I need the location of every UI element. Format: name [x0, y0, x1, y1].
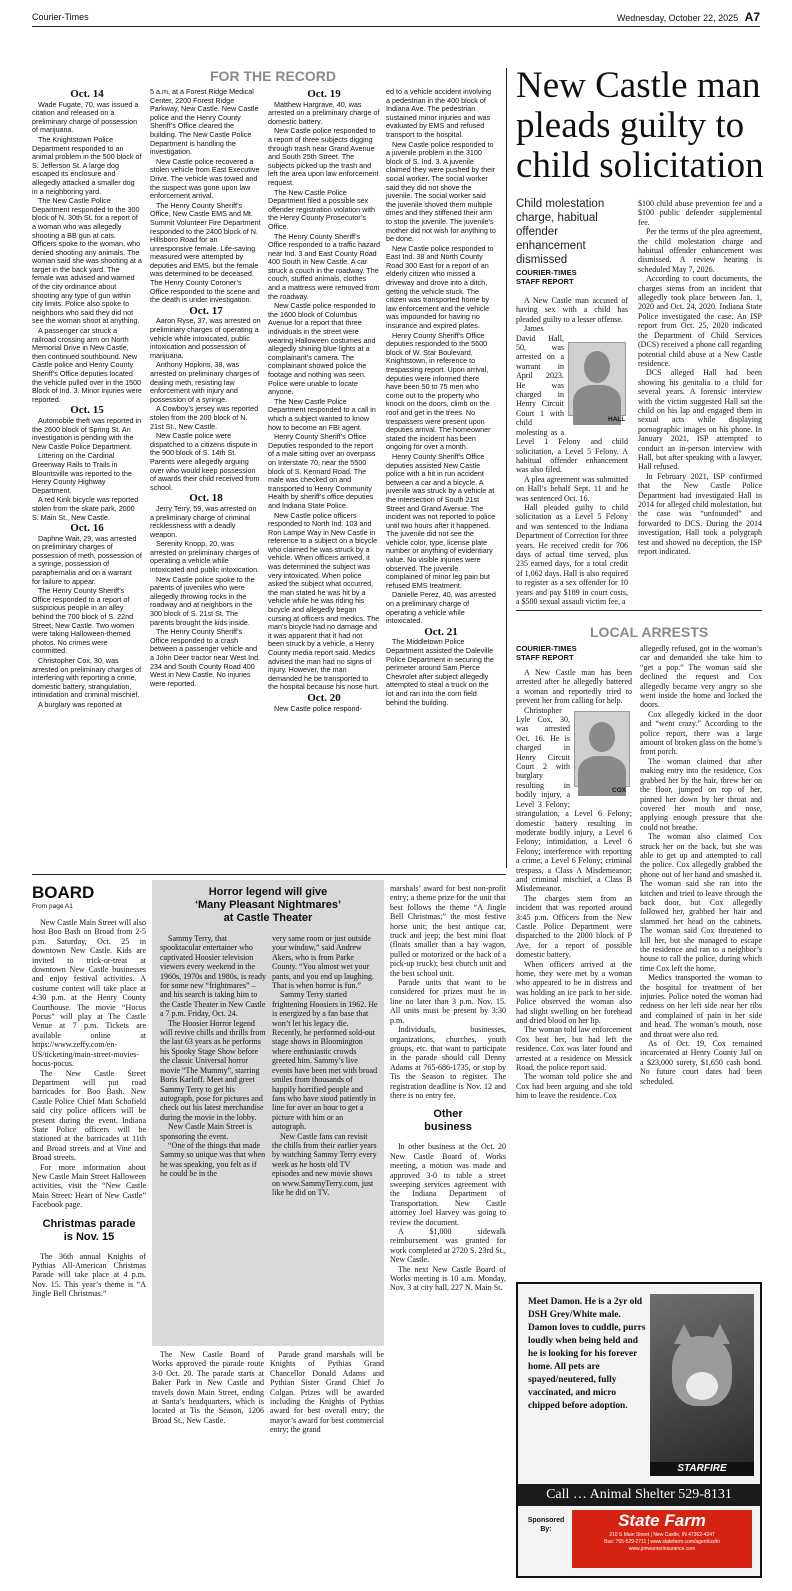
plea-byline-paper: COURIER-TIMES [516, 268, 577, 277]
record-entry: The Knightstown Police Department responded to an animal problem in the 500 block of S. Jefferson St. A large dog escaped its enclosure and allegedly attacked a smaller dog in a neighboring yard. [32, 134, 142, 196]
board-paragraph: New Castle Main Street will also host Boo Bash on Broad from 2-5 p.m. Saturday, Oct. 25 in downtown New Castle. Kids are invited to trick-or-treat at downtown New Castle businesses and enjoy festival activities. A costume contest will take place at 4:30 p.m. at the Henry County Courthouse. The movie “Hocus Pocus” will play at The Castle Venue at 7 p.m. Tickets are available online at https://www.zeffy.com/en-US/ticketing/main-street-movies-hocus-pocus. [32, 918, 146, 1069]
mugshot-head [584, 351, 610, 383]
mugshot-head [589, 722, 615, 752]
arrests-paragraph: allegedly refused, got in the woman’s car and demanded she take him to “get a pop.” The woman said she declined the request and Cox allegedly became very angry so she went inside the home and locked the doors. [640, 644, 762, 710]
record-right-divider [506, 68, 507, 868]
board-top-rule [32, 874, 506, 875]
record-entry: New Castle police responded to a juvenile problem in the 3100 block of S. Ind. 3. A juvenile claimed they were pushed by their social worker. The social worker said they did not shove the juvenile. The social worker said the juvenile shoved them multiple times and they stiffened their arm to stop the juvenile. The juvenile’s mother did not wish for anything to be done. [386, 139, 496, 244]
board-jump: From page A1 [32, 903, 73, 910]
record-entry: Henry County Sheriff’s Office deputies assisted New Castle police with a hit in run accident between a car and a bicycle. A juvenile was struck by a vehicle at the intersection of South 21st Street and Grand Avenue. The incident was not reported to police until two hours after it happened. The juvenile did not see the vehicle color, type, license plate number or anything of evidentiary value. No visible injuries were observed. The juvenile complained of minor leg pain but refused EMS treatment. [386, 451, 496, 590]
record-entry: A burglary was reported at [38, 699, 122, 709]
record-entry: New Castle police responded to a report of three subjects digging through trash near Grand Avenue and South 25th Street. The subjects picked up the trash and left the area upon law enforcement request. [268, 126, 379, 187]
plea-col-b [638, 199, 762, 607]
record-column-4 [386, 88, 496, 870]
board-paragraph: Parade grand marshals will be Knights of Pythias Grand Chancellor Donald Adams and Pythian Sister Grand Chief Jo Colgan. Prizes will be awarded including the Knights of Pythias award for best overall entry; the mayor’s award for best commercial entry; the grand [270, 1350, 384, 1435]
plea-paragraph: Per the terms of the plea agreement, the child molestation charge and habitual offender enhancement was dismissed. A review hearing is scheduled May 7, 2026. [638, 227, 762, 274]
cat-face [686, 1372, 718, 1400]
record-date-heading: Oct. 21 [424, 625, 458, 638]
plea-paragraph: A plea agreement was submitted on Hall’s behalf Sept. 11 and he was sentenced Oct. 16. [516, 474, 628, 503]
arrests-col-b [640, 644, 762, 1274]
plea-paragraph: In February 2021, ISP confirmed that the New Castle Police Department had investigated Hall in 2014 for alleged child molestation, but the case was “unfounded” and forwarded to DCS. During the 2014 investigation, Hall took a polygraph test and showed no deception, the ISP report indicated. [638, 471, 762, 557]
board-paragraph: marshals’ award for best non-profit entry; a theme prize for the unit that best follows the theme “A Jingle Bell Christmas;” the most festive horse unit; the best antique car, truck and jeep; the best mini float (floats smaller than a hay wagon, pulled or motorized or the back of a pick-up truck); best church unit and the best school unit. [390, 884, 506, 978]
plea-paragraph: $100 child abuse prevention fee and a $100 public defender supplemental fee. [638, 199, 762, 227]
shelter-call-bar: Call … Animal Shelter 529-8131 [518, 1484, 760, 1506]
plea-paragraph: According to court documents, the charges stems from an incident that allegedly took place between Jan. 1, 2020 and Oct. 24, 2020. Indiana State Police investigated the case. An ISP report from Oct. 25, 2020 indicated the Department of Child Services (DCS) received a phone call regarding potential child abuse at a New Castle residence. [638, 274, 762, 368]
record-entry: New Castle police responded to the 1600 block of Columbus Avenue for a report that three individuals in the street were wearing Halloween costumes and allegedly shining blue lights at a complainant’s camera. The complainant showed police the footage and nothing was seen. Police were unable to locate anyone. [268, 301, 376, 397]
horror-title-line2: ‘Many Pleasant Nightmares’ [194, 899, 342, 911]
horror-title [152, 886, 384, 925]
arrests-paragraph: The woman also claimed Cox struck her on the back, but she was able to get up and attempted to call the police. Cox allegedly grabbed the phone out of her hand and smashed it. The woman said she ran into the kitchen and tried to leave through the back door, but Cox allegedly followed her, grabbed her hair and slammed her head on the cabinets. The woman said Cox threatened to kill her, but she managed to escape the residence and ran to a neighbor’s house to call the police, during which time Cox left the home. [640, 832, 762, 973]
arrests-paragraph-text: Christopher Lyle Cox, 30, was arrested Oct. 16. He is charged in Henry Circuit Court 2 with burglary resulting in bodily injury, a Level 3 Felony; strangulation, a Level 6 Felony; domestic battery resulting in moderate bodily injury, a Level 6 Felony; intimidation, a Level 6 Felony; interference with reporting a crime, a Level 6 Felony; criminal trespass, a Class A Misdemeanor; and criminal mischief, a Class B Misdemeanor. [516, 705, 632, 894]
record-entry: Serenity Knopp, 20, was arrested on preliminary charges of operating a vehicle while intoxicated and public intoxication. [150, 539, 260, 575]
plea-headline: New Castle man pleads guilty to child solicitation [516, 65, 764, 186]
record-entry: The Henry County Sheriff’s Office responded to a traffic hazard near Ind. 3 and East County Road 400 South in New Castle. A car struck a couch in the roadway. The couch, stuffed animals, clothes and a mattress were removed from the roadway. [268, 231, 380, 301]
record-entry: Littering on the Cardinal Greenway Rails to Trails in Blountsville was reported to the Henry County Highway Department. [32, 451, 132, 495]
statefarm-contact: Bus: 765-529-2711 | www.statefarm.com/agent/us/in [604, 1539, 720, 1545]
record-entry: The Henry County Sheriff’s Office, New Castle EMS and Mt. Summit Volunteer Fire Department responded to the 2400 block of N. Hillsboro Road for an unresponsive female. Life-saving measured were attempted by deputies and EMS, but the female was determined to be deceased. The Henry County Coroner’s Office responded to the scene and the death is under investigation. [150, 200, 261, 305]
record-entry: Automobile theft was reported in the 2600 block of Spring St. An investigation is pending with the New Castle Police Department. [32, 415, 142, 451]
arrests-byline-staff: STAFF REPORT [516, 653, 574, 662]
record-column-3 [268, 88, 380, 870]
paper-name: Courier-Times [32, 12, 89, 22]
board-col-3 [270, 1350, 384, 1578]
board-paragraph: The next New Castle Board of Works meeting is 10 a.m. Monday, Nov. 3 at city hall, 227 N. Main St. [390, 1264, 506, 1293]
hall-mugshot [568, 342, 626, 416]
record-entry: Wade Fugate, 70, was issued a citation and released on a preliminary charge of possession of marijuana. [32, 99, 139, 135]
arrests-paragraph: The woman claimed that after making entry into the residence, Cox grabbed her by the hair, threw her on the floor, jumped on top of her, pinned her down by her throat and covered her mouth and nose, applying enough pressure that she could not breathe. [640, 756, 762, 832]
cat-ear-left [674, 1324, 694, 1344]
record-entry: Henry County Sheriff’s Office deputies responded to the 5600 block of W. Star Boulevard, Knightstown, in reference to trespassing report. Upon arrival, deputies were informed there have been 50 to 75 men who come out to the property who knock on the doors, climb on the roof and get in the trees. No trespassers were present upon deputies arrival. The homeowner stated the incident has been ongoing for over a month. [386, 330, 491, 452]
christmas-subhead: Christmas parade is Nov. 15 [42, 1217, 136, 1243]
record-entry: The New Castle Police Department responded to the 300 block of N. 30th St. for a report of a woman who was allegedly shooting a BB gun at cats. Officers spoke to the woman, who denied shooting any animals. The woman said she was shooting at a target in the back yard. The female was advised and warned of the city ordinance about shooting any type of gun within city limits. Police also spoke to neighbors who said they did not see the woman shoot at anything. [32, 196, 142, 326]
record-entry: Aaron Ryse, 37, was arrested on preliminary charges of operating a vehicle while intoxicated, public intoxication and possession of marijuana. [150, 316, 261, 360]
board-paragraph: Parade units that want to be considered for prizes must be in line no later than 3 p.m. Nov. 15. All units must be present by 3:30 p.m. [390, 978, 506, 1025]
horror-paragraph: New Castle Main Street is sponsoring the event. [160, 1122, 252, 1141]
statefarm-website: www.jonwarnerinsurance.com [628, 1546, 696, 1552]
record-entry: The New Castle Police Department responded to a call in which a subject wanted to know how to become an FBI agent. [268, 396, 376, 432]
arrests-paragraph: Cox allegedly kicked in the door and “went crazy.” According to the police report, there was a large amount of broken glass on the home’s front porch. [640, 709, 762, 757]
record-entry: New Castle police officers responded to North Ind. 103 and Ron Lampe Way in New Castle in reference to a subject on a bicycle who claimed he was struck by a vehicle. When officers arrived, it was determined the subject was very intoxicated. When police asked the subject what occurred, the man stated he was hit by a vehicle while he was riding his bicycle and allegedly began cursing at officers and medics. The man’s bicycle had no damage and it was apparent that it had not been struck by a vehicle, a Henry County media report said. Medics advised the man had no signs of injury. However, the man demanded he be transported to the hospital because his nose hurt. [268, 510, 380, 692]
plea-paragraph: Hall pleaded guilty to child solicitation as a Level 5 Felony and was sentenced to the Indiana Department of Correction for three years. He received credit for 706 days of actual time served, plus 235 earned days, for a total credit of 1,062 days. Hall is also required to register as a sex offender for 10 years and pay $189 in court costs, a $500 sexual assault victim fee, a [516, 502, 628, 606]
horror-col-2 [272, 934, 378, 1342]
horror-paragraph: “One of the things that made Sammy so unique was that when he was speaking, you felt as if he could be in the [160, 1140, 266, 1179]
record-column-2 [150, 88, 262, 870]
horror-title-line3: at Castle Theater [223, 912, 313, 924]
arrests-paragraph: The charges stem from an incident that was reported around 3:45 p.m. Officers from the New Castle Police Department were dispatched to the 2000 block of P Ave. for a report of possible domestic battery. [516, 893, 632, 960]
record-entry: New Castle police were dispatched to a citizens dispute in the 900 block of S. 14th St. Parents were allegedly arguing over who would keep possession of awards their child received from school. [150, 431, 260, 492]
horror-paragraph: Sammy Terry started frightening Hoosiers in 1962. He is energized by a fan base that won’t let his legacy die. Recently, he performed sold-out stage shows in Bloomington where enthusiastic crowds greeted him. Sammy’s live events have been met with broad smiles from thousands of happily horrified people and fans who have stood patiently in line for over an hour to get a picture with him or an autograph. [272, 990, 378, 1132]
board-col-1 [32, 918, 146, 1578]
board-paragraph: In other business at the Oct. 20 New Castle Board of Works meeting, a motion was made and approved 3-0 to table a street sweeping services agreement with the Indiana Department of Transportation. New Castle attorney Joel Harvey was going to review the document. [390, 1142, 506, 1227]
board-paragraph: The New Castle Street Department will put road barricades for Boo Bash. New Castle Police Chief Matt Schofield said city police officers will be present during the event. Indiana State Police officers will be stationed at the barricades at 11th and Broad streets and at Vine and Broad streets. [32, 1068, 146, 1163]
record-column-1 [32, 88, 142, 870]
record-entry: New Castle police responded to East Ind. 38 and North County Road 300 East for a report of an elderly citizen who missed a driveway and drove into a ditch, getting the vehicle stuck. The citizen was transported home by law enforcement and the vehicle was impounded for having no insurance and expired plates. [386, 243, 494, 331]
record-date-heading: Oct. 18 [189, 492, 223, 505]
statefarm-address: 210 S Main Street | New Castle, IN 47362-4247 [609, 1532, 715, 1538]
arrests-section-title: LOCAL ARRESTS [590, 624, 709, 640]
plea-paragraph: DCS alleged Hall had been showing his genitalia to a child for several years. A forensic interview with the victim suggested Hall sat the child on his lap and engaged them in sexual acts while displaying pornographic images on his phone. In January 2021, ISP attempted to conduct an in-person interview with Hall, but after speaking with a lawyer, Hall refused. [638, 368, 762, 472]
pet-ad [516, 1282, 762, 1578]
record-entry: Anthony Hopkins, 38, was arrested on preliminary charges of dealing meth, resisting law enforcement with injury and possession of a syringe. [150, 360, 260, 404]
horror-col-1 [160, 934, 266, 1342]
pet-photo [650, 1294, 754, 1462]
cox-mugshot [574, 711, 630, 787]
board-title: BOARD [32, 883, 95, 902]
record-date-heading: Oct. 20 [307, 691, 341, 704]
header-rule [32, 26, 760, 27]
starfire-banner: STARFIRE [650, 1462, 754, 1476]
arrests-paragraph: When officers arrived at the home, they were met by a woman who appeared to be in distress and was holding an ice pack to her side. Police observed the woman also had slight swelling on her forehead and dried blood on her lip. [516, 959, 632, 1026]
record-date-heading: Oct. 15 [70, 404, 104, 417]
record-entry: Daphne Wait, 29, was arrested on preliminary charges of possession of meth, possession of a syringe, possession of paraphernalia and on a warrant for failure to appear. [32, 533, 142, 586]
record-entry: Danielle Perez, 40, was arrested on a preliminary charge of operating a vehicle while intoxicated. [386, 590, 496, 626]
plea-paragraph-text: James David Hall, 50, was arrested on a warrant in April 2023. He was charged in Henry Circuit Court 1 with child molesting as a Level 1 Felony and child solicitation, a Level 5 Felony. A habitual offender enhancement was also filed. [516, 324, 628, 475]
record-entry: The Henry County Sheriff’s Office responded to a report of suspicious people in an alley behind the 700 block of S. 22nd Street, New Castle. Two women were taking Halloween-themed photos. No crimes were committed. [32, 586, 135, 656]
record-entry: Henry County Sheriff’s Office Deputies responded to the report of a male sitting over an overpass on Interstate 70, near the 5500 block of S. Kennard Road. The male was checked on and transported to Henry Community Health by sheriff’s office deputies and Indiana State Police. [268, 432, 376, 510]
record-entry: New Castle police respond- [274, 703, 362, 713]
board-paragraph: The New Castle Board of Works approved the parade route 3-0 Oct. 20. The parade starts at Baker Park in New Castle and travels down Main Street, ending at Santa’s headquarters, which is located at Tis the Season, 1206 Broad St., New Castle. [152, 1350, 264, 1425]
record-entry: Jerry Terry, 59, was arrested on a preliminary charge of criminal recklessness with a deadly weapon. [150, 503, 257, 539]
horror-title-line1: Horror legend will give [208, 886, 328, 898]
record-entry: Matthew Hargrave, 40, was arrested on a preliminary charge of domestic battery. [268, 99, 380, 126]
board-paragraph: A $1,000 sidewalk reimbursement was granted for work completed at 2720 S. 23rd St., New Castle. [390, 1227, 506, 1265]
sponsored-by: Sponsored By: [527, 1517, 565, 1533]
record-date-heading: Oct. 14 [70, 88, 104, 100]
record-date-heading: Oct. 16 [70, 522, 104, 535]
arrests-byline [516, 644, 628, 662]
arrests-paragraph: Medics transported the woman to the hospital for treatment of her injuries. Police noted the woman had redness on her left side near her ribs and complained of pain in her side and head. The woman’s mouth, nose and throat were also red. [640, 973, 762, 1039]
date-text: Wednesday, October 22, 2025 [616, 13, 739, 23]
record-entry: 5 a.m. at a Forest Ridge Medical Center, 2200 Forest Ridge Parkway, New Castle. New Castle police and the Henry County Sheriff’s Office cleared the building. The New Castle Police Department is handling the investigation. [150, 88, 259, 157]
horror-paragraph: The Hoosier Horror legend will revive chills and thrills from the last 63 years as he performs his Spooky Stage Show before the classic Universal horror movie “The Mummy”, starring Boris Karloff. Meet and greet Sammy Terry to get his autograph, pose for pictures and check out his latest merchandise during the movie in the lobby. [160, 1018, 266, 1122]
statefarm-logo: State Farm [618, 1511, 706, 1530]
horror-paragraph: Sammy Terry, that spooktacular entertainer who captivated Hoosier television viewers every weekend in the 1960s, 1970s and 1980s, is ready for some new “frightmares” – and his search is taking him to the Castle Theater in New Castle a 7 p.m. Friday, Oct. 24. [160, 934, 266, 1019]
horror-paragraph: New Castle fans can revisit the chills from their earlier years by watching Sammy Terry every week as he hosts old TV episodes and new movie shows on www.SammyTerry.com, just like he did on TV. [272, 1131, 377, 1197]
board-col-2 [152, 1350, 264, 1578]
record-entry: A Cowboy’s jersey was reported stolen from the 200 block of N. 21st St., New Castle. [150, 404, 259, 431]
plea-byline-staff: STAFF REPORT [516, 277, 574, 286]
cox-photo-caption: COX [612, 787, 627, 794]
record-date-heading: Oct. 17 [189, 304, 223, 317]
record-entry: The New Castle Police Department filed a possible sex offender registration violation with the Henry County Prosecutor’s Office. [268, 187, 375, 231]
arrests-paragraph: A New Castle man has been arrested after he allegedly battered a woman and reportedly tried to prevent her from calling for help. [516, 668, 632, 706]
hall-photo-caption: HALL [608, 416, 626, 423]
arrests-paragraph: The woman told law enforcement Cox beat her, but had left the residence. Cox was later found and arrested at a residence on Messick Road, the police report said. [516, 1025, 632, 1073]
board-paragraph: For more information about New Castle Main Street Halloween activities, visit the “New Castle Main Street: Heart of New Castle” Facebook page. [32, 1162, 146, 1210]
plea-byline [516, 268, 628, 286]
record-entry: A passenger car struck a railroad crossing arm on North Memorial Drive in New Castle, then continued southbound. New Castle police and Henry County Sheriff’s Office deputies located the vehicle pulled over in the 1500 Block of Ind. 3. Minor injuries were reported. [32, 326, 142, 404]
record-section-title: FOR THE RECORD [210, 68, 336, 84]
record-entry: Christopher Cox, 30, was arrested on preliminary charges of interfering with reporting a crime, domestic battery, strangulation, intimidation and criminal mischief. [32, 656, 142, 700]
page-number: A7 [744, 10, 760, 24]
record-entry: New Castle police spoke to the parents of juveniles who were allegedly throwing rocks in the roadway and at neighbors in the 300 block of S. 21st St. The parents brought the kids inside. [150, 574, 255, 627]
board-col-4 [390, 884, 506, 1578]
other-business-subhead: Other business [424, 1108, 472, 1134]
issue-date [617, 10, 760, 24]
statefarm-block [572, 1510, 752, 1568]
board-paragraph: Individuals, businesses, organizations, churches, youth groups, etc. that want to participate in the parade should call Denny Adams at 765-686-1735, or stop by Tis the Season to register. The registration deadline is Nov. 12 and there is no entry fee. [390, 1025, 506, 1100]
cat-ear-right [710, 1324, 730, 1344]
arrests-paragraph: The woman told police she and Cox had been arguing and she told him to leave the residence. Cox [516, 1072, 632, 1101]
horror-paragraph: very same room or just outside your window,” said Andrew Akers, who is from Parke County. “You almost wet your pants, and you end up laughing. That is when horror is fun.” [272, 934, 374, 991]
plea-bottom-rule [516, 610, 762, 611]
record-entry: New Castle police recovered a stolen vehicle from East Executive Drive. The vehicle was towed and the suspect was gone upon law enforcement arrival. [150, 156, 260, 201]
record-date-heading: Oct. 19 [307, 88, 341, 100]
board-paragraph: The 36th annual Knights of Pythias All-American Christmas Parade will take place at 4 p.m. Nov. 15. This year’s theme is “A Jingle Bell Christmas.” [32, 1251, 146, 1299]
record-entry: The Henry County Sheriff’s Office responded to a crash between a passenger vehicle and a John Deer tractor near West Ind. 234 and South County Road 400 West in New Castle. No injuries were reported. [150, 627, 261, 688]
record-entry: ed to a vehicle accident involving a pedestrian in the 400 block of Indiana Ave. The pedestrian sustained minor injuries and was evaluated by EMS and refused transport to the hospital. [386, 88, 492, 139]
arrests-paragraph: As of Oct. 19, Cox remained incarcerated at Henry County Jail on a $23,000 surety, $1,650 cash bond. No future court dates had been scheduled. [640, 1039, 762, 1086]
plea-paragraph: A New Castle man accused of having sex with a child has pleaded guilty to a lesser offense. [516, 296, 628, 324]
record-entry: The Middletown Police Department assisted the Daleville Police Department in securing the perimeter around Sam Pierce Chevrolet after subject allegedly attempted to steal a truck on the lot and ran into the corn field behind the building. [386, 637, 494, 707]
pet-description: Meet Damon. He is a 2yr old DSH Grey/White male. Damon loves to cuddle, purrs loudly when being held and he is looking for his forever home. All pets are spayed/neutered, fully vaccinated, and micro chipped before adoption. [528, 1297, 646, 1411]
plea-deck: Child molestation charge, habitual offender enhancement dismissed [516, 198, 605, 266]
arrests-byline-paper: COURIER-TIMES [516, 644, 577, 653]
record-entry: A red Kink bicycle was reported stolen from the skate park, 2000 S. Main St., New Castle. [32, 495, 139, 522]
